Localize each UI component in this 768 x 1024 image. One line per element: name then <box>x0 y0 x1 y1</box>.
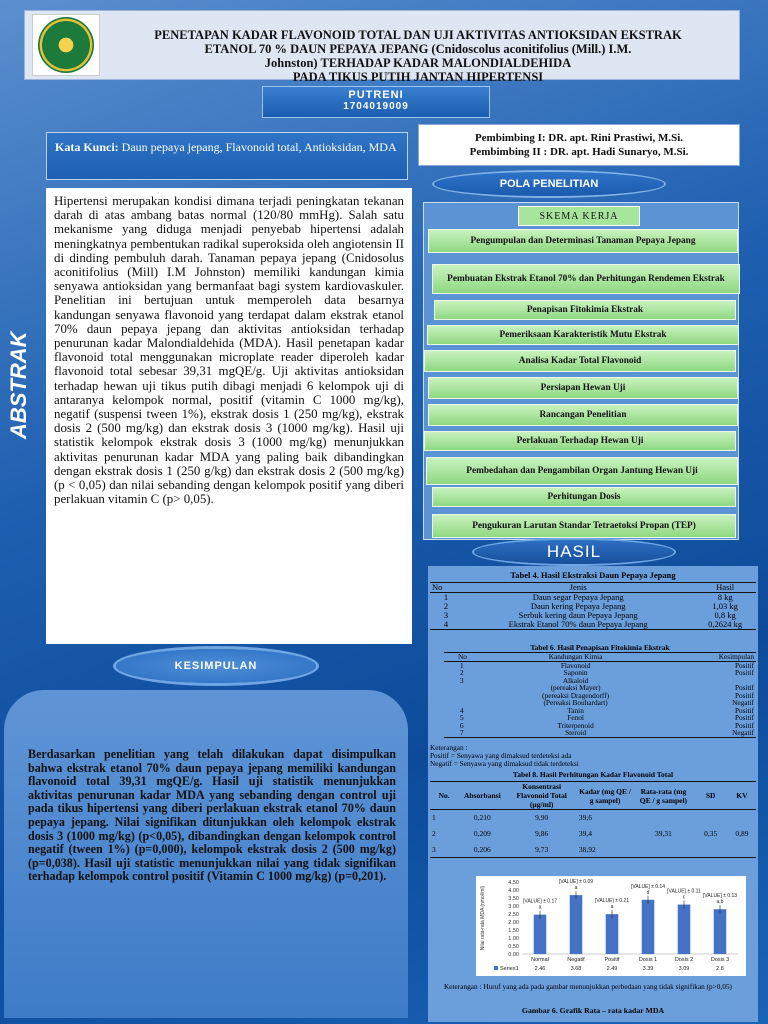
table-cell: Alkaloid <box>562 675 589 685</box>
error-value-label: [VALUE] ± 0.17 <box>522 898 558 905</box>
chart-bar <box>534 915 547 954</box>
table-cell: Steroid <box>565 728 587 737</box>
error-value-label: [VALUE] ± 0.21 <box>594 898 630 905</box>
y-tick-label: 1.00 <box>508 936 519 942</box>
table-cell: Positif <box>734 668 754 677</box>
author-id: 1704019009 <box>343 101 409 112</box>
table-cell: Positif <box>734 660 754 670</box>
workflow-step-8: Perlakuan Terhadap Hewan Uji <box>424 431 736 451</box>
table-cell: 5 <box>460 713 464 722</box>
supervisor-1: Pembimbing I: DR. apt. Rini Prastiwi, M.Si. <box>474 132 684 144</box>
y-tick-label: 2.50 <box>508 912 519 918</box>
abstract-text: Hipertensi merupakan kondisi dimana terjadi peningkatan tekanan darah di atas ambang batas normal (120/80 mmHg). Salah satu mekanisme yang diduga menjadi penyebab hipertensi adalah meningkatnya pembentukan radikal superoksida oleh angiotensin II di dinding pembuluh darah. Tanaman pepaya jepang (Cnidosolus aconitifolius (Mill) I.M Johnston) memiliki kandungan kimia senyawa antioksidan yang bermanfaat bagi system kardiovaskuler. Penelitian ini bertujuan untuk memperoleh data besarnya kandungan senyawa flavonoid yang terdapat dalam ekstrak etanol 70% daun pepaya jepang dan aktivitas antioksidan terhadap penurunan kadar Malondialdehida (MDA). Hasil penetapan kadar flavonoid total menggunakan microplate reader diperoleh kadar flavonoid total sebesar 39,31 mgQE/g. Uji aktivitas antioksidan terhadap hewan uji tikus putih dibagi menjadi 6 kelompok uji di antaranya kelompok normal, positif (vitamin C 1000 mg/kg), negatif (suspensi tween 1%), ekstrak dosis 1 (250 mg/kg), ekstrak dosis 2 (500 mg/kg) dan ekstrak dosis 3 (1000 mg/kg). Hasil uji statistik kelompok ekstrak dosis 3 (1000 mg/kg) menunjukkan aktivitas penurunan kadar MDA yang paling baik dibandingkan dengan ekstrak dosis 1 (250 g/kg) dan ekstrak dosis 2 (500 mg/kg) (p < 0,05) dan nilai sebanding dengan kelompok positif yang diberi perlakuan vitamin C (p> 0,05). <box>46 188 412 644</box>
table-row <box>444 661 756 669</box>
chart-caption: Gambar 6. Grafik Rata – rata kadar MDA <box>521 1006 665 1015</box>
keywords-text: Daun pepaya jepang, Flavonoid total, Antioksidan, MDA <box>118 140 397 154</box>
table-4-header: Jenis <box>569 582 587 592</box>
table-8-caption: Tabel 8. Hasil Perhitungan Kadar Flavonoid Total <box>512 770 674 779</box>
y-tick-label: 2.00 <box>508 920 519 926</box>
data-table-value: 3.09 <box>678 966 690 972</box>
table-row <box>430 842 756 858</box>
table-cell: Positif <box>734 705 754 715</box>
table-6-header: No <box>458 652 467 661</box>
title-line-1: PENETAPAN KADAR FLAVONOID TOTAL DAN UJI AKTIVITAS ANTIOKSIDAN EKSTRAK <box>154 28 682 42</box>
table-6-caption: Tabel 6. Hasil Penapisan Fitokimia Ekstrak <box>530 643 670 652</box>
table-cell: Saponin <box>563 668 588 677</box>
data-table-value: 2.8 <box>716 966 724 972</box>
table-6-header: Kandungan Kimia <box>548 652 603 661</box>
x-tick-label: Negatif <box>567 957 585 963</box>
table-cell: 39,4 <box>578 829 592 838</box>
table-cell: 1 <box>432 813 436 823</box>
table-row <box>444 707 756 715</box>
table-row <box>444 729 756 737</box>
chart-bar <box>570 895 583 954</box>
table-cell: (pereaksi Dragendorff) <box>542 690 610 700</box>
workflow-step-2: Pembuatan Ekstrak Etanol 70% dan Perhitungan Rendemen Ekstrak <box>432 264 740 294</box>
y-tick-label: 0.50 <box>508 944 519 950</box>
table-cell: 0,8 kg <box>714 610 736 620</box>
workflow-step-4: Pemeriksaan Karakteristik Mutu Ekstrak <box>427 325 739 345</box>
chart-bar <box>606 914 619 954</box>
table-4-block <box>430 570 756 630</box>
workflow-step-5: Analisa Kadar Total Flavonoid <box>424 350 736 372</box>
poster-title <box>108 28 728 84</box>
legend-line: Positif = Senyawa yang dimaksud terdeteksi ada <box>430 751 572 760</box>
table-8-block <box>430 770 756 858</box>
table-cell: Daun kering Pepaya Jepang <box>530 601 626 611</box>
chart-bar <box>642 900 655 954</box>
university-logo <box>32 14 100 76</box>
table-cell: 9,73 <box>535 844 549 854</box>
author-name: PUTRENI <box>348 89 404 101</box>
table-8-header: Konsentrasi Flavonoid Total (µg/ml) <box>516 782 567 809</box>
table-cell: 1 <box>443 592 449 602</box>
university-seal-icon <box>38 17 94 73</box>
significance-letter: d <box>646 889 650 896</box>
table-cell: Fenol <box>567 713 584 722</box>
table-row <box>430 620 756 630</box>
table-8 <box>430 781 756 858</box>
significance-letter: a <box>538 904 542 911</box>
x-tick-label: Normal <box>531 957 549 963</box>
workflow-step-7: Rancangan Penelitian <box>428 404 738 426</box>
keywords-box <box>46 132 408 180</box>
table-8-header: KV <box>736 791 748 800</box>
table-4 <box>430 582 756 630</box>
data-table-value: 3.68 <box>570 966 582 972</box>
table-cell: 0,89 <box>735 829 749 838</box>
table-cell: 0,35 <box>704 829 718 838</box>
x-tick-label: Dosis 2 <box>674 957 694 963</box>
table-4-header: Hasil <box>716 582 735 592</box>
table-6 <box>444 652 756 738</box>
y-axis-label: Nilai rata-rata MDA (nmol/ml) <box>480 885 486 951</box>
supervisor-2: Pembimbing II : DR. apt. Hadi Sunaryo, M.Si. <box>469 146 689 158</box>
table-cell: 6 <box>460 720 464 730</box>
table-row <box>444 669 756 677</box>
mda-bar-chart <box>476 876 746 976</box>
x-tick-label: Dosis 3 <box>710 957 730 963</box>
table-cell: (Pereaksi Bouhardart) <box>543 698 608 707</box>
table-cell <box>728 810 756 826</box>
table-cell: 3 <box>460 675 464 685</box>
workflow-step-6: Persiapan Hewan Uji <box>428 377 738 399</box>
table-cell: 4 <box>443 619 449 629</box>
table-cell <box>694 842 728 858</box>
legend-line: Negatif = Senyawa yang dimaksud tidak terdeteksi <box>430 759 579 768</box>
table-cell: Tanin <box>567 705 584 715</box>
error-value-label: [VALUE] ± 0.11 <box>667 888 701 895</box>
table-8-header: SD <box>705 791 716 800</box>
table-8-header: Rata-rata (mg QE / g sampel) <box>639 786 688 805</box>
hasil-heading: HASIL <box>474 540 674 564</box>
table-cell: 1 <box>460 660 464 670</box>
title-line-2: ETANOL 70 % DAUN PEPAYA JEPANG (Cnidoscolus aconitifolius (Mill.) I.M. <box>204 42 632 56</box>
table-cell: 1,03 kg <box>712 601 738 611</box>
table-cell: 39,6 <box>578 813 592 823</box>
table-cell: 9,90 <box>535 813 549 823</box>
y-tick-label: 4.50 <box>508 880 519 886</box>
table-cell <box>444 692 490 700</box>
table-cell: 4 <box>460 705 464 715</box>
table-row <box>444 722 756 730</box>
table-cell: 3 <box>443 610 449 620</box>
chart-note: Keterangan : Huruf yang ada pada gambar menunjukkan perbedaan yang tidak signifikan (p>0,05) <box>444 982 732 991</box>
significance-letter: a <box>574 885 578 892</box>
table-row <box>444 699 756 707</box>
table-cell <box>728 842 756 858</box>
skema-kerja-label: SKEMA KERJA <box>518 206 640 226</box>
table-cell: 0,206 <box>473 844 491 854</box>
table-cell: Serbuk kering daun Pepaya Jepang <box>518 610 638 620</box>
table-cell: 9,86 <box>535 829 549 838</box>
title-line-4: PADA TIKUS PUTIH JANTAN HIPERTENSI <box>292 70 544 84</box>
table-8-header: Kadar (mg QE / g sampel) <box>579 786 631 805</box>
workflow-step-11: Pengukuran Larutan Standar Tetraetoksi Propan (TEP) <box>432 514 736 538</box>
workflow-step-9: Pembedahan dan Pengambilan Organ Jantung Hewan Uji <box>426 457 738 485</box>
error-value-label: [VALUE] ± 0.09 <box>558 879 594 886</box>
error-value-label: [VALUE] ± 0.14 <box>630 883 666 890</box>
abstract-label: ABSTRAK <box>6 331 31 439</box>
table-8-header: Absorbansi <box>463 791 501 800</box>
table-cell: 38,92 <box>578 844 596 854</box>
table-cell: 0,210 <box>473 813 491 823</box>
table-cell: 2 <box>432 829 436 838</box>
workflow-step-3: Penapisan Fitokimia Ekstrak <box>434 300 736 320</box>
y-tick-label: 3.50 <box>508 896 519 902</box>
table-row <box>430 826 756 842</box>
author-box <box>262 86 490 118</box>
legend-line: Keterangan : <box>430 743 468 752</box>
x-tick-label: Positif <box>604 957 620 963</box>
table-cell <box>633 810 693 826</box>
kesimpulan-text: Berdasarkan penelitian yang telah dilakukan dapat disimpulkan bahwa ekstrak etanol 70% daun pepaya jepang memiliki kandungan flavonoid total 39,31 mgQE/g. Hasil uji statistik menunjukkan aktivitas penurunan kadar MDA yang sebanding dengan control uji pada tikus hipertensi yang diberi perlakuan ekstrak etanol 70% daun pepaya jepang. Nilai signifikan ditunjukkan oleh kelompok ekstrak dosis 3 (1000 mg/kg) (p<0,05), dibandingkan dengan kelompok control negatif (tween 1%) (p=0,000), kelompok ekstrak dosis 2 (500 mg/kg) (p=0,038). Hasil uji statistic menunjukkan nilai yang tidak signifikan terhadap kelompok control positif (Vitamin C 1000 mg/kg) (p=0,201). <box>4 690 408 1018</box>
data-table-value: 2.46 <box>534 966 546 972</box>
table-cell: Triterpenoid <box>557 720 594 730</box>
table-cell: Negatif <box>732 698 754 707</box>
table-4-header: No <box>432 582 443 592</box>
table-cell <box>694 810 728 826</box>
table-cell: 7 <box>460 728 464 737</box>
chart-bar <box>714 909 727 954</box>
table-cell: Daun segar Pepaya Jepang <box>532 592 624 602</box>
table-cell: 3 <box>432 844 436 854</box>
data-table-value: 2.49 <box>606 966 618 972</box>
table-cell: Negatif <box>732 728 754 737</box>
chart-bar <box>678 905 691 954</box>
table-cell: Flavonoid <box>560 660 591 670</box>
x-tick-label: Dosis 1 <box>638 957 658 963</box>
table-6-block <box>444 643 756 738</box>
supervisors-box <box>418 124 740 166</box>
error-value-label: [VALUE] ± 0.13 <box>702 893 738 900</box>
table-cell: Positif <box>734 713 754 722</box>
table-cell: 8 kg <box>717 592 733 602</box>
table-cell <box>444 699 490 707</box>
title-line-3: Johnston) TERHADAP KADAR MALONDIALDEHIDA <box>264 56 572 70</box>
table-cell: 0,2624 kg <box>708 619 743 629</box>
table-row <box>444 714 756 722</box>
pola-heading: POLA PENELITIAN <box>434 172 664 196</box>
table-cell: (pereaksi Mayer) <box>550 683 601 692</box>
table-6-legend <box>430 744 750 768</box>
table-cell: 2 <box>443 601 449 611</box>
table-cell: Ekstrak Etanol 70% daun Pepaya Jepang <box>508 619 648 629</box>
table-6-header: Kesimpulan <box>718 652 754 661</box>
workflow-step-10: Perhitungan Dosis <box>432 487 736 507</box>
legend-series-name: Series1 <box>500 966 519 972</box>
table-cell: Positif <box>734 690 754 700</box>
data-table-value: 3.39 <box>642 966 654 972</box>
table-cell: Positif <box>734 720 754 730</box>
table-cell: 0,209 <box>473 829 491 838</box>
table-cell <box>633 842 693 858</box>
table-4-caption: Tabel 4. Hasil Ekstraksi Daun Pepaya Jepang <box>510 570 676 580</box>
y-tick-label: 1.50 <box>508 928 519 934</box>
table-cell <box>444 684 490 692</box>
table-cell: Positif <box>734 683 754 692</box>
significance-letter: a,b <box>716 899 724 906</box>
table-8-header: No. <box>438 791 450 800</box>
y-tick-label: 0.00 <box>508 952 519 958</box>
workflow-step-1: Pengumpulan dan Determinasi Tanaman Pepaya Jepang <box>428 229 738 253</box>
y-tick-label: 4.00 <box>508 888 519 894</box>
keywords-label: Kata Kunci: <box>55 140 119 154</box>
significance-letter: c <box>682 894 686 901</box>
table-row <box>430 810 756 826</box>
table-cell: 39,31 <box>654 829 672 838</box>
table-cell: 2 <box>460 668 464 677</box>
significance-letter: a <box>610 904 614 911</box>
y-tick-label: 3.00 <box>508 904 519 910</box>
legend-swatch <box>494 966 498 970</box>
kesimpulan-heading: KESIMPULAN <box>116 649 316 683</box>
